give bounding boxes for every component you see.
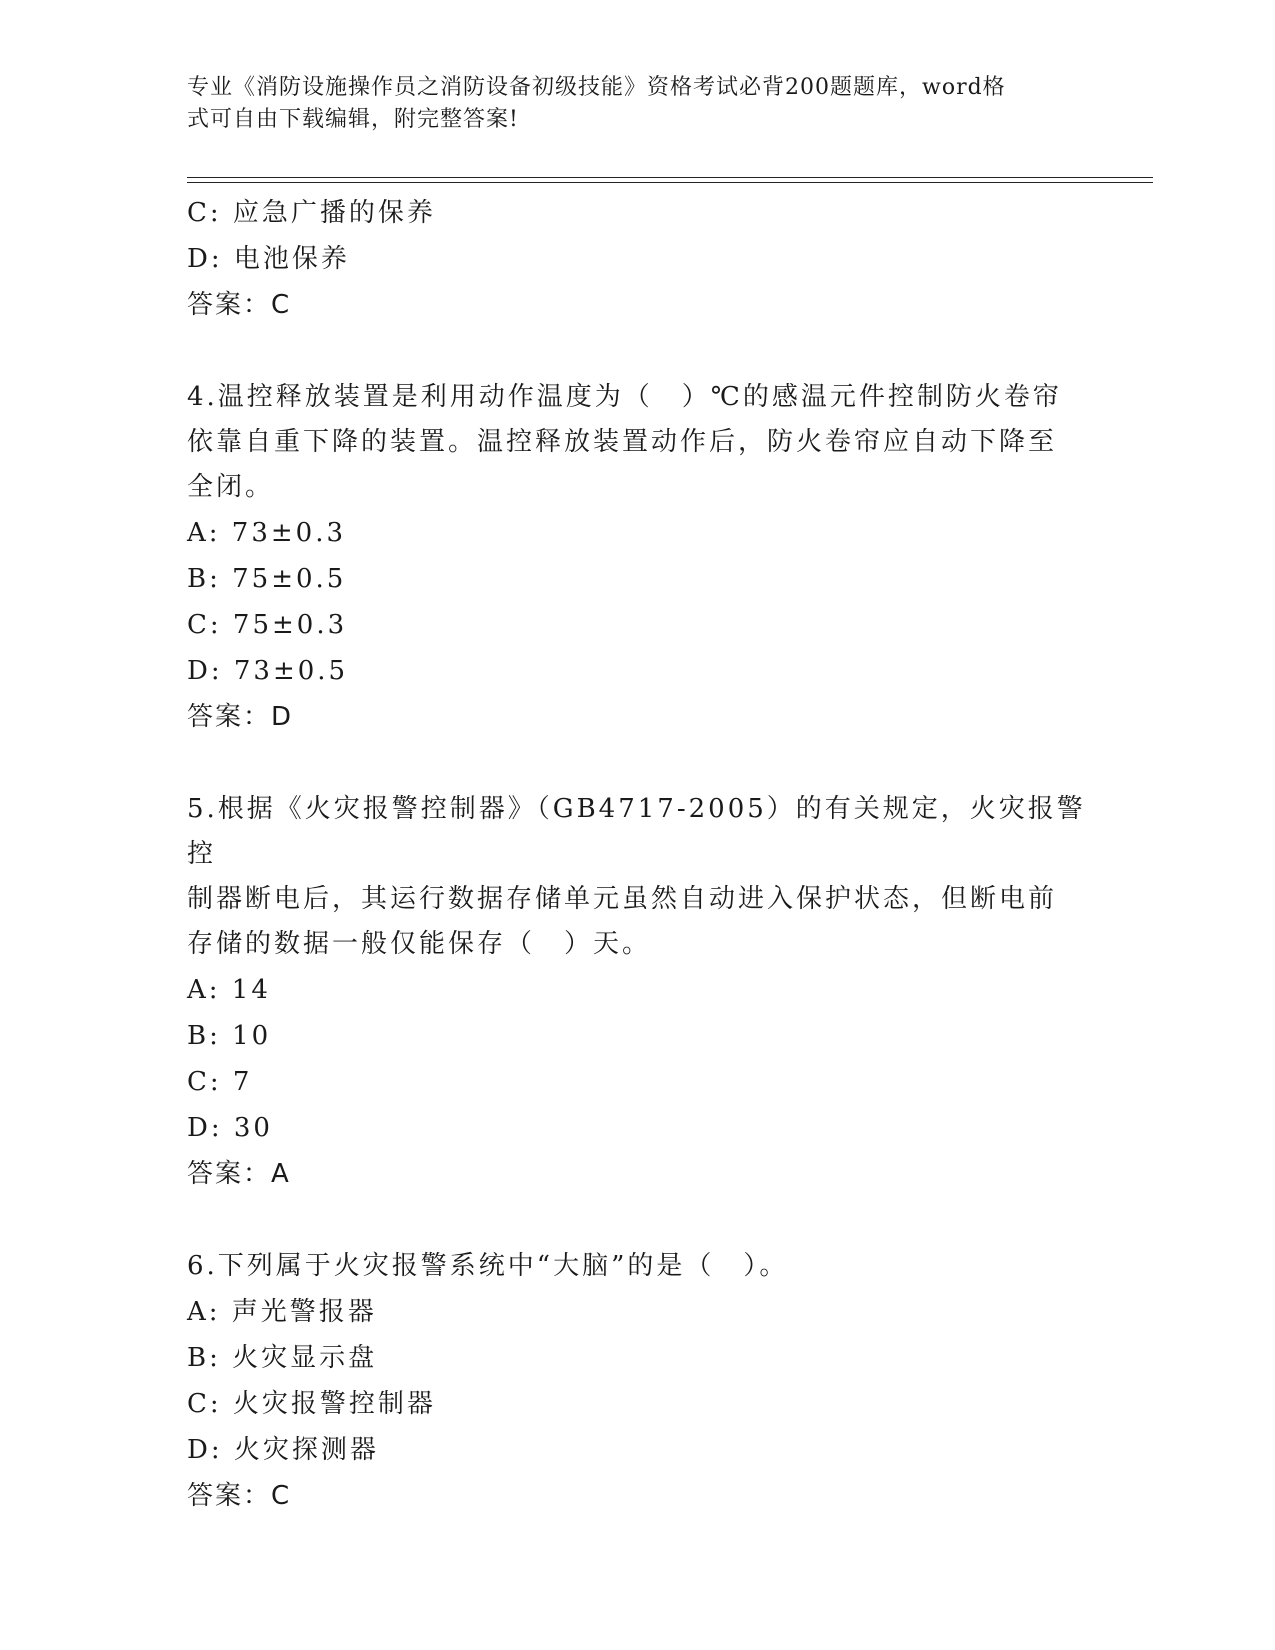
option-d: D: 30 (187, 1113, 273, 1143)
option-c: C: 75±0.3 (187, 610, 348, 640)
document-header (187, 72, 1067, 136)
answer-line: 答案：A (187, 1159, 291, 1189)
stem-line: 4.温控释放装置是利用动作温度为（ ）℃的感温元件控制防火卷帘 (187, 382, 1062, 412)
stem-line: 依靠自重下降的装置。温控释放装置动作后，防火卷帘应自动下降至 (187, 427, 1058, 457)
option-c: C: 应急广播的保养 (187, 198, 436, 228)
option-a: A: 73±0.3 (187, 518, 347, 548)
option-d: D: 电池保养 (187, 244, 350, 274)
option-c: C: 7 (187, 1067, 253, 1097)
question-list (187, 190, 1087, 1519)
header-line-2: 式可自由下载编辑，附完整答案! (187, 107, 519, 132)
option-b: B: 火灾显示盘 (187, 1343, 378, 1373)
question-6 (187, 1244, 1087, 1519)
answer-line: 答案：D (187, 702, 294, 732)
stem-line: 存储的数据一般仅能保存（ ）天。 (187, 929, 652, 959)
header-divider-top (187, 177, 1153, 178)
header-line-1: 专业《消防设施操作员之消防设备初级技能》资格考试必背200题题库，word格 (187, 75, 1006, 100)
stem-line: 制器断电后，其运行数据存储单元虽然自动进入保护状态，但断电前 (187, 884, 1058, 914)
question-5 (187, 787, 1087, 1197)
question-3-continued (187, 190, 1087, 328)
option-b: B: 10 (187, 1021, 272, 1051)
question-4 (187, 375, 1087, 740)
option-d: D: 73±0.5 (187, 656, 349, 686)
option-b: B: 75±0.5 (187, 564, 347, 594)
question-stem (187, 787, 1087, 967)
question-stem (187, 1244, 1087, 1289)
option-d: D: 火灾探测器 (187, 1435, 379, 1465)
answer-line: 答案：C (187, 290, 292, 320)
stem-line: 5.根据《火灾报警控制器》（GB4717-2005）的有关规定，火灾报警控 (187, 794, 1086, 869)
stem-line: 6.下列属于火灾报警系统中“大脑”的是（ ）。 (187, 1251, 789, 1281)
stem-line: 全闭。 (187, 472, 275, 502)
option-a: A: 声光警报器 (187, 1297, 377, 1327)
option-a: A: 14 (187, 975, 271, 1005)
option-c: C: 火灾报警控制器 (187, 1389, 436, 1419)
header-divider-bottom (187, 182, 1153, 183)
question-stem (187, 375, 1087, 510)
answer-line: 答案：C (187, 1481, 292, 1511)
